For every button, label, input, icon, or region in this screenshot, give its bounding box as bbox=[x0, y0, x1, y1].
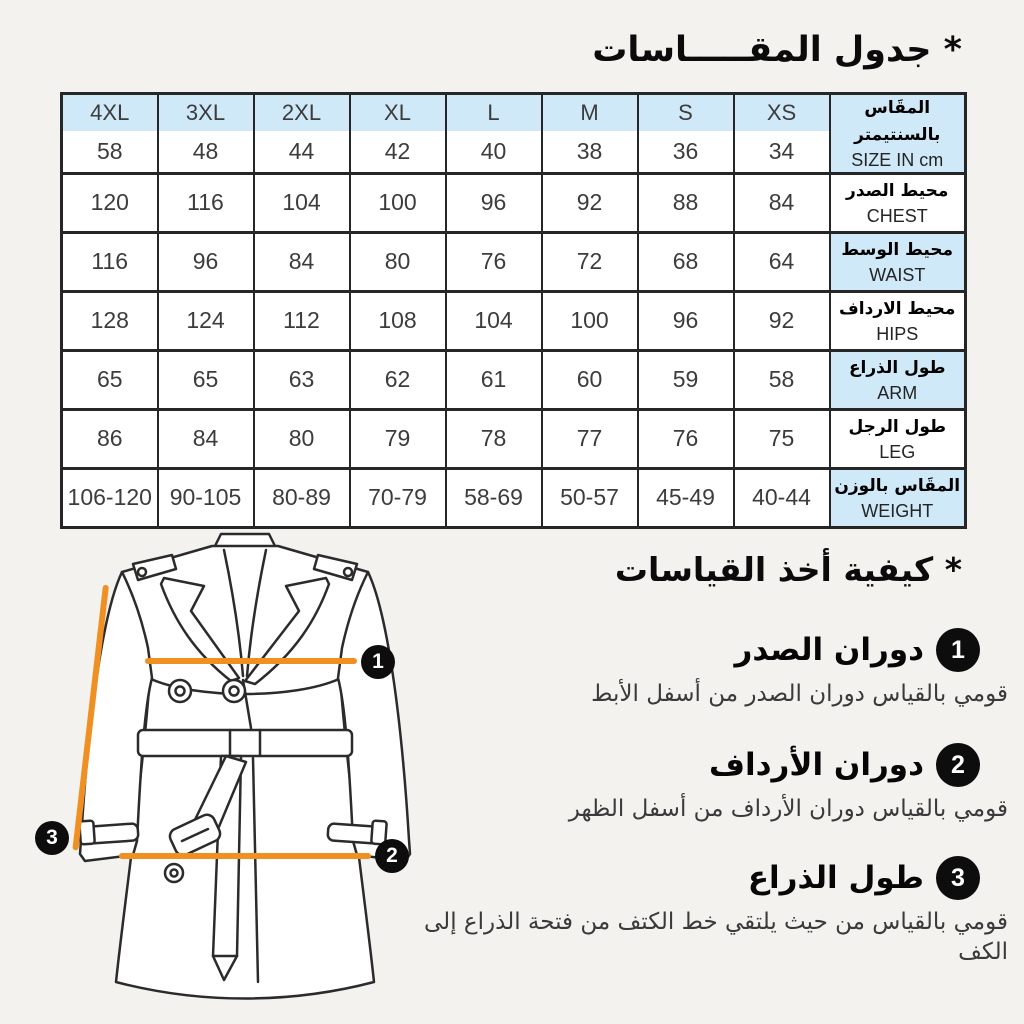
row-label-arabic: المقَاس بالوزن bbox=[834, 476, 961, 497]
coat-body bbox=[116, 546, 374, 999]
measurement-value-cell: 63 bbox=[254, 350, 350, 409]
size-table-wrap bbox=[60, 92, 967, 529]
size-in-cm-header bbox=[830, 94, 966, 174]
size-column-header: 3XL bbox=[158, 94, 254, 131]
row-label-english: ARM bbox=[877, 383, 918, 404]
number-badge-1: 1 bbox=[936, 628, 980, 672]
measurement-value-cell: 64 bbox=[734, 232, 830, 291]
howto-item-head bbox=[368, 856, 980, 900]
measurement-value-cell: 40-44 bbox=[734, 468, 830, 527]
measurement-value-cell: 124 bbox=[158, 291, 254, 350]
measurement-value-cell: 96 bbox=[638, 291, 734, 350]
row-label-arabic: المقَاس بالسنتيمتر bbox=[854, 98, 941, 146]
row-label-english: SIZE IN cm bbox=[851, 150, 944, 171]
measurement-value-cell: 100 bbox=[542, 291, 638, 350]
howto-item-desc: قومي بالقياس دوران الصدر من أسفل الأبط bbox=[591, 681, 1008, 707]
number-badge-3: 3 bbox=[936, 856, 980, 900]
measurement-value-cell: 80 bbox=[254, 409, 350, 468]
measurement-value-cell: 77 bbox=[542, 409, 638, 468]
size-value-cell: 48 bbox=[158, 131, 254, 174]
measurement-value-cell: 100 bbox=[350, 173, 446, 232]
row-label-english: LEG bbox=[879, 442, 916, 463]
howto-item-title: دوران الصدر bbox=[734, 632, 924, 668]
size-column-header: L bbox=[446, 94, 542, 131]
measurement-value-cell: 108 bbox=[350, 291, 446, 350]
row-label-arabic: محيط الارداف bbox=[839, 299, 956, 320]
measure-line-chest bbox=[145, 658, 357, 664]
measurement-value-cell: 86 bbox=[62, 409, 158, 468]
measurement-value-cell: 128 bbox=[62, 291, 158, 350]
measurement-value-cell: 104 bbox=[446, 291, 542, 350]
size-value-cell: 36 bbox=[638, 131, 734, 174]
measurement-value-cell: 65 bbox=[158, 350, 254, 409]
howto-item-desc: قومي بالقياس دوران الأرداف من أسفل الظهر bbox=[568, 796, 1008, 822]
howto-item-hips bbox=[368, 743, 1008, 825]
row-label-english: WAIST bbox=[869, 265, 926, 286]
size-column-header: S bbox=[638, 94, 734, 131]
howto-item-title: دوران الأرداف bbox=[708, 747, 924, 783]
measurement-row-header bbox=[830, 232, 966, 291]
measurement-row bbox=[62, 350, 966, 409]
measurement-value-cell: 62 bbox=[350, 350, 446, 409]
diagram-marker-3: 3 bbox=[35, 821, 69, 855]
measurement-value-cell: 50-57 bbox=[542, 468, 638, 527]
measurement-value-cell: 80-89 bbox=[254, 468, 350, 527]
measurement-value-cell: 76 bbox=[446, 232, 542, 291]
measurement-row bbox=[62, 409, 966, 468]
measurement-value-cell: 70-79 bbox=[350, 468, 446, 527]
size-value-cell: 40 bbox=[446, 131, 542, 174]
measurement-value-cell: 59 bbox=[638, 350, 734, 409]
measurement-value-cell: 90-105 bbox=[158, 468, 254, 527]
measurement-value-cell: 96 bbox=[158, 232, 254, 291]
measurement-row bbox=[62, 468, 966, 527]
row-label-english: CHEST bbox=[866, 206, 928, 227]
measurement-value-cell: 45-49 bbox=[638, 468, 734, 527]
measurement-value-cell: 84 bbox=[158, 409, 254, 468]
row-label-arabic: طول الرجل bbox=[848, 417, 947, 438]
row-label-english: WEIGHT bbox=[861, 501, 934, 522]
measurement-value-cell: 112 bbox=[254, 291, 350, 350]
measurement-value-cell: 88 bbox=[638, 173, 734, 232]
size-column-header: XS bbox=[734, 94, 830, 131]
measurement-row-header bbox=[830, 468, 966, 527]
diagram-marker-2: 2 bbox=[375, 839, 409, 873]
measurement-row-header bbox=[830, 173, 966, 232]
measurement-value-cell: 58 bbox=[734, 350, 830, 409]
measurement-value-cell: 106-120 bbox=[62, 468, 158, 527]
measurement-value-cell: 79 bbox=[350, 409, 446, 468]
size-value-cell: 44 bbox=[254, 131, 350, 174]
howto-item-desc: قومي بالقياس من حيث يلتقي خط الكتف من فتحة الذراع إلى الكف bbox=[424, 909, 1008, 965]
measurement-value-cell: 104 bbox=[254, 173, 350, 232]
size-value-cell: 34 bbox=[734, 131, 830, 174]
row-label-arabic: محيط الوسط bbox=[841, 240, 954, 261]
size-column-header: 2XL bbox=[254, 94, 350, 131]
measurement-row bbox=[62, 291, 966, 350]
measurement-value-cell: 58-69 bbox=[446, 468, 542, 527]
size-table-title: * جدول المقـــــاسات bbox=[592, 30, 962, 70]
measurement-row bbox=[62, 232, 966, 291]
measurement-value-cell: 116 bbox=[158, 173, 254, 232]
howto-item-head bbox=[368, 743, 980, 787]
howto-item-title: طول الذراع bbox=[747, 860, 924, 896]
measurement-value-cell: 78 bbox=[446, 409, 542, 468]
howto-title: * كيفية أخذ القياسات bbox=[614, 550, 962, 589]
measurement-value-cell: 92 bbox=[542, 173, 638, 232]
howto-item-arm bbox=[368, 856, 1008, 968]
row-label-english: HIPS bbox=[876, 324, 919, 345]
row-label-arabic: محيط الصدر bbox=[846, 181, 949, 202]
measurement-value-cell: 80 bbox=[350, 232, 446, 291]
measurement-row-header bbox=[830, 409, 966, 468]
size-value-cell: 38 bbox=[542, 131, 638, 174]
measurement-value-cell: 72 bbox=[542, 232, 638, 291]
measurement-row bbox=[62, 173, 966, 232]
size-table-body bbox=[62, 94, 966, 528]
size-column-header: XL bbox=[350, 94, 446, 131]
measurement-value-cell: 65 bbox=[62, 350, 158, 409]
size-value-cell: 58 bbox=[62, 131, 158, 174]
measure-line-hips bbox=[119, 853, 371, 859]
measurement-value-cell: 60 bbox=[542, 350, 638, 409]
howto-item-head bbox=[368, 628, 980, 672]
measurement-value-cell: 120 bbox=[62, 173, 158, 232]
coat-belt bbox=[138, 730, 352, 756]
measurement-value-cell: 92 bbox=[734, 291, 830, 350]
diagram-marker-1: 1 bbox=[361, 645, 395, 679]
size-value-cell: 42 bbox=[350, 131, 446, 174]
size-column-header: M bbox=[542, 94, 638, 131]
row-label-arabic: طول الذراع bbox=[848, 358, 946, 379]
measurement-value-cell: 68 bbox=[638, 232, 734, 291]
number-badge-2: 2 bbox=[936, 743, 980, 787]
measurement-value-cell: 76 bbox=[638, 409, 734, 468]
measurement-row-header bbox=[830, 291, 966, 350]
measurement-value-cell: 84 bbox=[734, 173, 830, 232]
measurement-value-cell: 116 bbox=[62, 232, 158, 291]
measurement-value-cell: 61 bbox=[446, 350, 542, 409]
measurement-value-cell: 75 bbox=[734, 409, 830, 468]
measurement-value-cell: 96 bbox=[446, 173, 542, 232]
size-column-header: 4XL bbox=[62, 94, 158, 131]
size-name-row bbox=[62, 94, 966, 131]
measurement-row-header bbox=[830, 350, 966, 409]
howto-item-chest bbox=[368, 628, 1008, 710]
size-table bbox=[60, 92, 967, 529]
measurement-value-cell: 84 bbox=[254, 232, 350, 291]
